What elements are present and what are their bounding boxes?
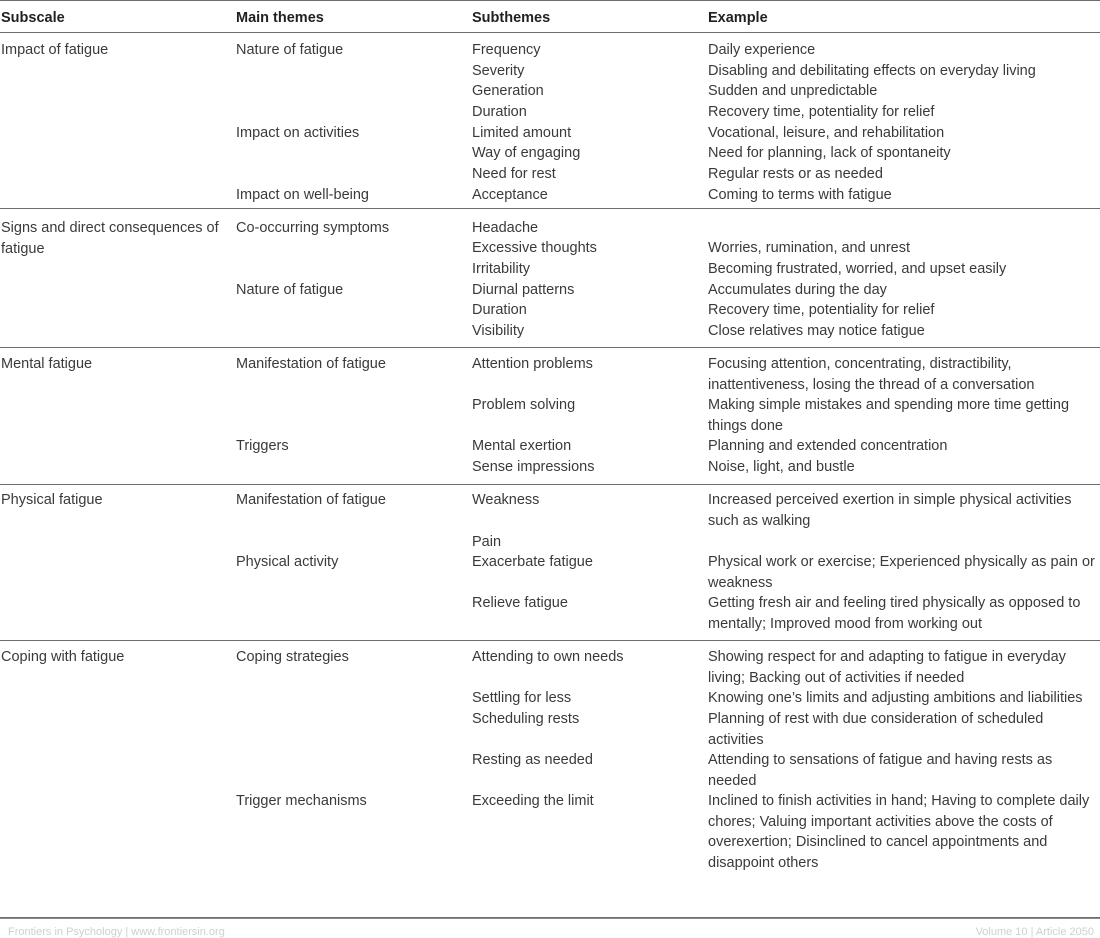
example-cell: Close relatives may notice fatigue bbox=[708, 323, 925, 339]
subtheme-cell: Attention problems bbox=[472, 356, 593, 372]
subtheme-cell: Diurnal patterns bbox=[472, 282, 575, 298]
subtheme-cell: Duration bbox=[472, 104, 527, 120]
example-cell: Becoming frustrated, worried, and upset easily bbox=[708, 261, 1007, 277]
subtheme-cell: Sense impressions bbox=[472, 459, 595, 475]
main-theme-cell: Co-occurring symptoms bbox=[236, 220, 390, 236]
subtheme-cell: Settling for less bbox=[472, 690, 572, 706]
header-main-themes: Main themes bbox=[236, 10, 324, 26]
example-cell: Planning of rest with due consideration of scheduled activities bbox=[708, 711, 1044, 748]
footer-volume: Volume 10 | Article 2050 bbox=[975, 926, 1094, 938]
subtheme-cell: Visibility bbox=[472, 323, 525, 339]
table-group bbox=[0, 485, 1100, 641]
example-cell: Planning and extended concentration bbox=[708, 438, 948, 454]
header-subthemes: Subthemes bbox=[472, 10, 551, 26]
subscale-cell: Impact of fatigue bbox=[1, 42, 109, 58]
subtheme-cell: Problem solving bbox=[472, 397, 576, 413]
main-theme-cell: Impact on activities bbox=[236, 125, 360, 141]
main-theme-cell: Manifestation of fatigue bbox=[236, 356, 386, 372]
subtheme-cell: Attending to own needs bbox=[472, 649, 624, 665]
example-cell: Physical work or exercise; Experienced physically as pain or weakness bbox=[708, 554, 1095, 591]
subtheme-cell: Need for rest bbox=[472, 166, 556, 182]
table-group bbox=[0, 33, 1100, 209]
footer-journal: Frontiers in Psychology | www.frontiersin.org bbox=[8, 926, 225, 938]
table-header bbox=[0, 0, 1100, 33]
subtheme-cell: Excessive thoughts bbox=[472, 240, 597, 256]
subtheme-cell: Limited amount bbox=[472, 125, 572, 141]
example-cell: Inclined to finish activities in hand; Having to complete daily chores; Valuing important activities above the costs of overexertion; Disinclined to cancel appointments and disappoint others bbox=[708, 793, 1090, 871]
example-cell: Knowing one’s limits and adjusting ambitions and liabilities bbox=[708, 690, 1083, 706]
subtheme-cell: Scheduling rests bbox=[472, 711, 580, 727]
example-cell: Regular rests or as needed bbox=[708, 166, 883, 182]
subtheme-cell: Acceptance bbox=[472, 187, 548, 203]
main-theme-cell: Nature of fatigue bbox=[236, 42, 344, 58]
example-cell: Disabling and debilitating effects on everyday living bbox=[708, 63, 1036, 79]
subscale-cell: Coping with fatigue bbox=[1, 649, 125, 665]
example-cell: Attending to sensations of fatigue and having rests as needed bbox=[708, 752, 1053, 789]
example-cell: Increased perceived exertion in simple physical activities such as walking bbox=[708, 492, 1072, 529]
example-cell: Accumulates during the day bbox=[708, 282, 887, 298]
example-cell: Focusing attention, concentrating, distractibility, inattentiveness, losing the thread of a conversation bbox=[708, 356, 1035, 393]
example-cell: Vocational, leisure, and rehabilitation bbox=[708, 125, 945, 141]
example-cell: Getting fresh air and feeling tired physically as opposed to mentally; Improved mood from working out bbox=[708, 595, 1081, 632]
main-theme-cell: Trigger mechanisms bbox=[236, 793, 367, 809]
main-theme-cell: Coping strategies bbox=[236, 649, 349, 665]
main-theme-cell: Manifestation of fatigue bbox=[236, 492, 386, 508]
subtheme-cell: Resting as needed bbox=[472, 752, 593, 768]
subscale-cell: Signs and direct consequences of fatigue bbox=[1, 220, 219, 257]
subtheme-cell: Relieve fatigue bbox=[472, 595, 568, 611]
table-group bbox=[0, 348, 1100, 485]
example-cell: Making simple mistakes and spending more time getting things done bbox=[708, 397, 1070, 434]
subtheme-cell: Exacerbate fatigue bbox=[472, 554, 593, 570]
header-subscale: Subscale bbox=[1, 10, 65, 26]
main-theme-cell: Physical activity bbox=[236, 554, 339, 570]
example-cell: Recovery time, potentiality for relief bbox=[708, 104, 935, 120]
example-cell: Worries, rumination, and unrest bbox=[708, 240, 911, 256]
example-cell: Need for planning, lack of spontaneity bbox=[708, 145, 951, 161]
subtheme-cell: Exceeding the limit bbox=[472, 793, 594, 809]
subtheme-cell: Severity bbox=[472, 63, 525, 79]
header-example: Example bbox=[708, 10, 768, 26]
subtheme-cell: Frequency bbox=[472, 42, 541, 58]
subscale-cell: Mental fatigue bbox=[1, 356, 93, 372]
subtheme-cell: Pain bbox=[472, 534, 502, 550]
main-theme-cell: Triggers bbox=[236, 438, 289, 454]
example-cell: Recovery time, potentiality for relief bbox=[708, 302, 935, 318]
example-cell: Sudden and unpredictable bbox=[708, 83, 878, 99]
subtheme-cell: Weakness bbox=[472, 492, 540, 508]
subtheme-cell: Generation bbox=[472, 83, 544, 99]
main-theme-cell: Nature of fatigue bbox=[236, 282, 344, 298]
example-cell: Daily experience bbox=[708, 42, 816, 58]
example-cell: Coming to terms with fatigue bbox=[708, 187, 892, 203]
table-group bbox=[0, 209, 1100, 348]
subtheme-cell: Mental exertion bbox=[472, 438, 572, 454]
main-theme-cell: Impact on well-being bbox=[236, 187, 369, 203]
subscale-cell: Physical fatigue bbox=[1, 492, 103, 508]
subtheme-cell: Irritability bbox=[472, 261, 531, 277]
footer-divider bbox=[0, 918, 1100, 919]
subtheme-cell: Way of engaging bbox=[472, 145, 581, 161]
subtheme-cell: Headache bbox=[472, 220, 539, 236]
table-group bbox=[0, 641, 1100, 918]
example-cell: Noise, light, and bustle bbox=[708, 459, 855, 475]
example-cell: Showing respect for and adapting to fatigue in everyday living; Backing out of activities if needed bbox=[708, 649, 1066, 686]
subtheme-cell: Duration bbox=[472, 302, 527, 318]
